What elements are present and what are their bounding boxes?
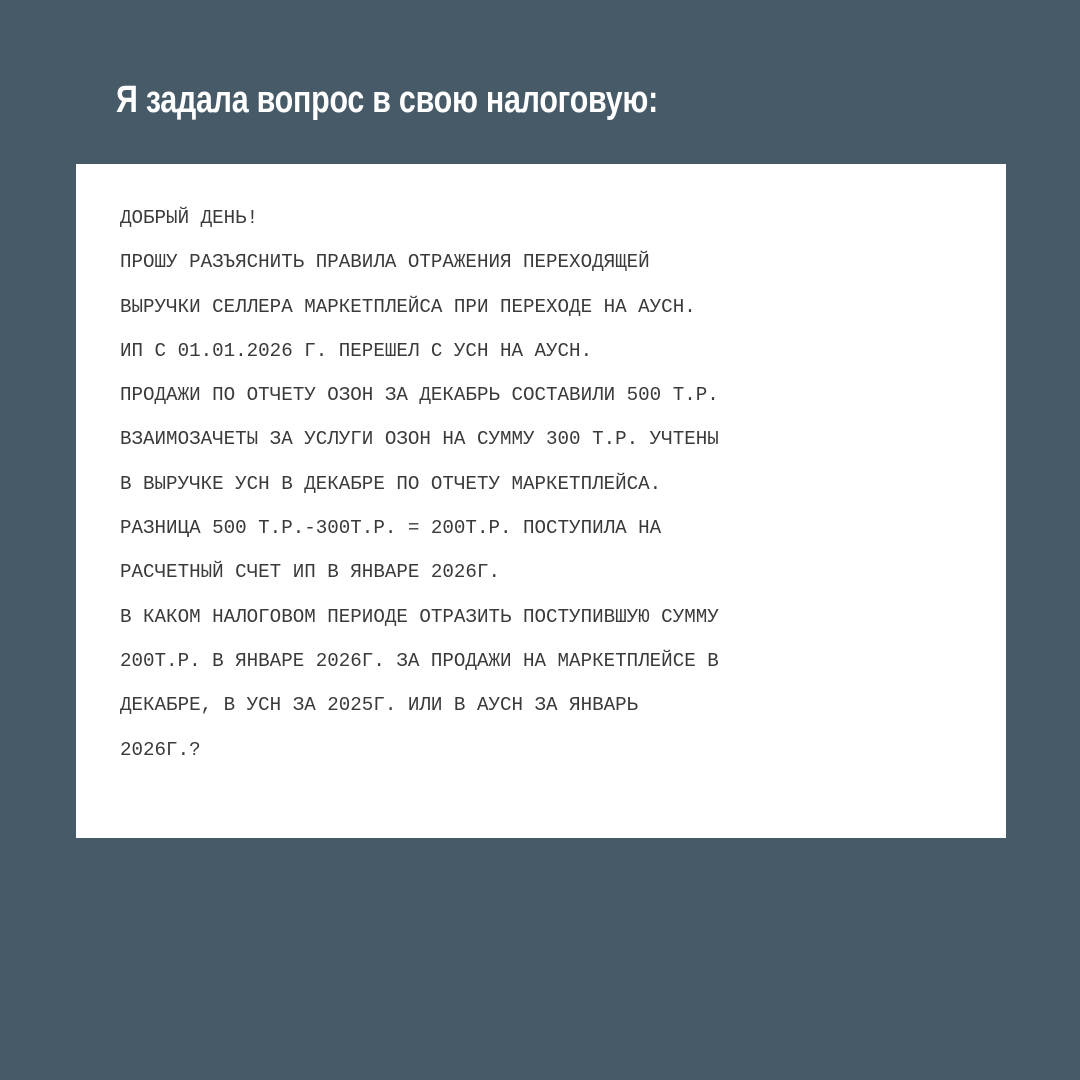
letter-line: ПРОДАЖИ ПО ОТЧЕТУ ОЗОН ЗА ДЕКАБРЬ СОСТАВИЛИ 500 Т.Р. xyxy=(120,384,719,407)
letter-line: ВЫРУЧКИ СЕЛЛЕРА МАРКЕТПЛЕЙСА ПРИ ПЕРЕХОДЕ НА АУСН. xyxy=(120,295,696,318)
letter-line-greeting: ДОБРЫЙ ДЕНЬ! xyxy=(120,207,259,229)
letter-line: 200Т.Р. В ЯНВАРЕ 2026Г. ЗА ПРОДАЖИ НА МАРКЕТПЛЕЙСЕ В xyxy=(120,649,719,672)
letter-line: РАЗНИЦА 500 Т.Р.-300Т.Р. = 200Т.Р. ПОСТУПИЛА НА xyxy=(120,517,662,540)
page-title: Я задала вопрос в свою налоговую: xyxy=(116,79,658,121)
letter-line: ДЕКАБРЕ, В УСН ЗА 2025Г. ИЛИ В АУСН ЗА ЯНВАРЬ xyxy=(120,694,639,717)
letter-line: ПРОШУ РАЗЪЯСНИТЬ ПРАВИЛА ОТРАЖЕНИЯ ПЕРЕХОДЯЩЕЙ xyxy=(120,251,650,274)
letter-line: В КАКОМ НАЛОГОВОМ ПЕРИОДЕ ОТРАЗИТЬ ПОСТУПИВШУЮ СУММУ xyxy=(120,605,719,628)
letter-line: В ВЫРУЧКЕ УСН В ДЕКАБРЕ ПО ОТЧЕТУ МАРКЕТПЛЕЙСА. xyxy=(120,472,662,495)
letter-line: ВЗАИМОЗАЧЕТЫ ЗА УСЛУГИ ОЗОН НА СУММУ 300 Т.Р. УЧТЕНЫ xyxy=(120,428,719,451)
letter-line: ИП С 01.01.2026 Г. ПЕРЕШЕЛ С УСН НА АУСН. xyxy=(120,339,593,362)
letter-line: 2026Г.? xyxy=(120,738,201,761)
letter-line: РАСЧЕТНЫЙ СЧЕТ ИП В ЯНВАРЕ 2026Г. xyxy=(120,561,500,584)
letter-card xyxy=(76,164,1006,838)
letter-body xyxy=(120,196,719,772)
